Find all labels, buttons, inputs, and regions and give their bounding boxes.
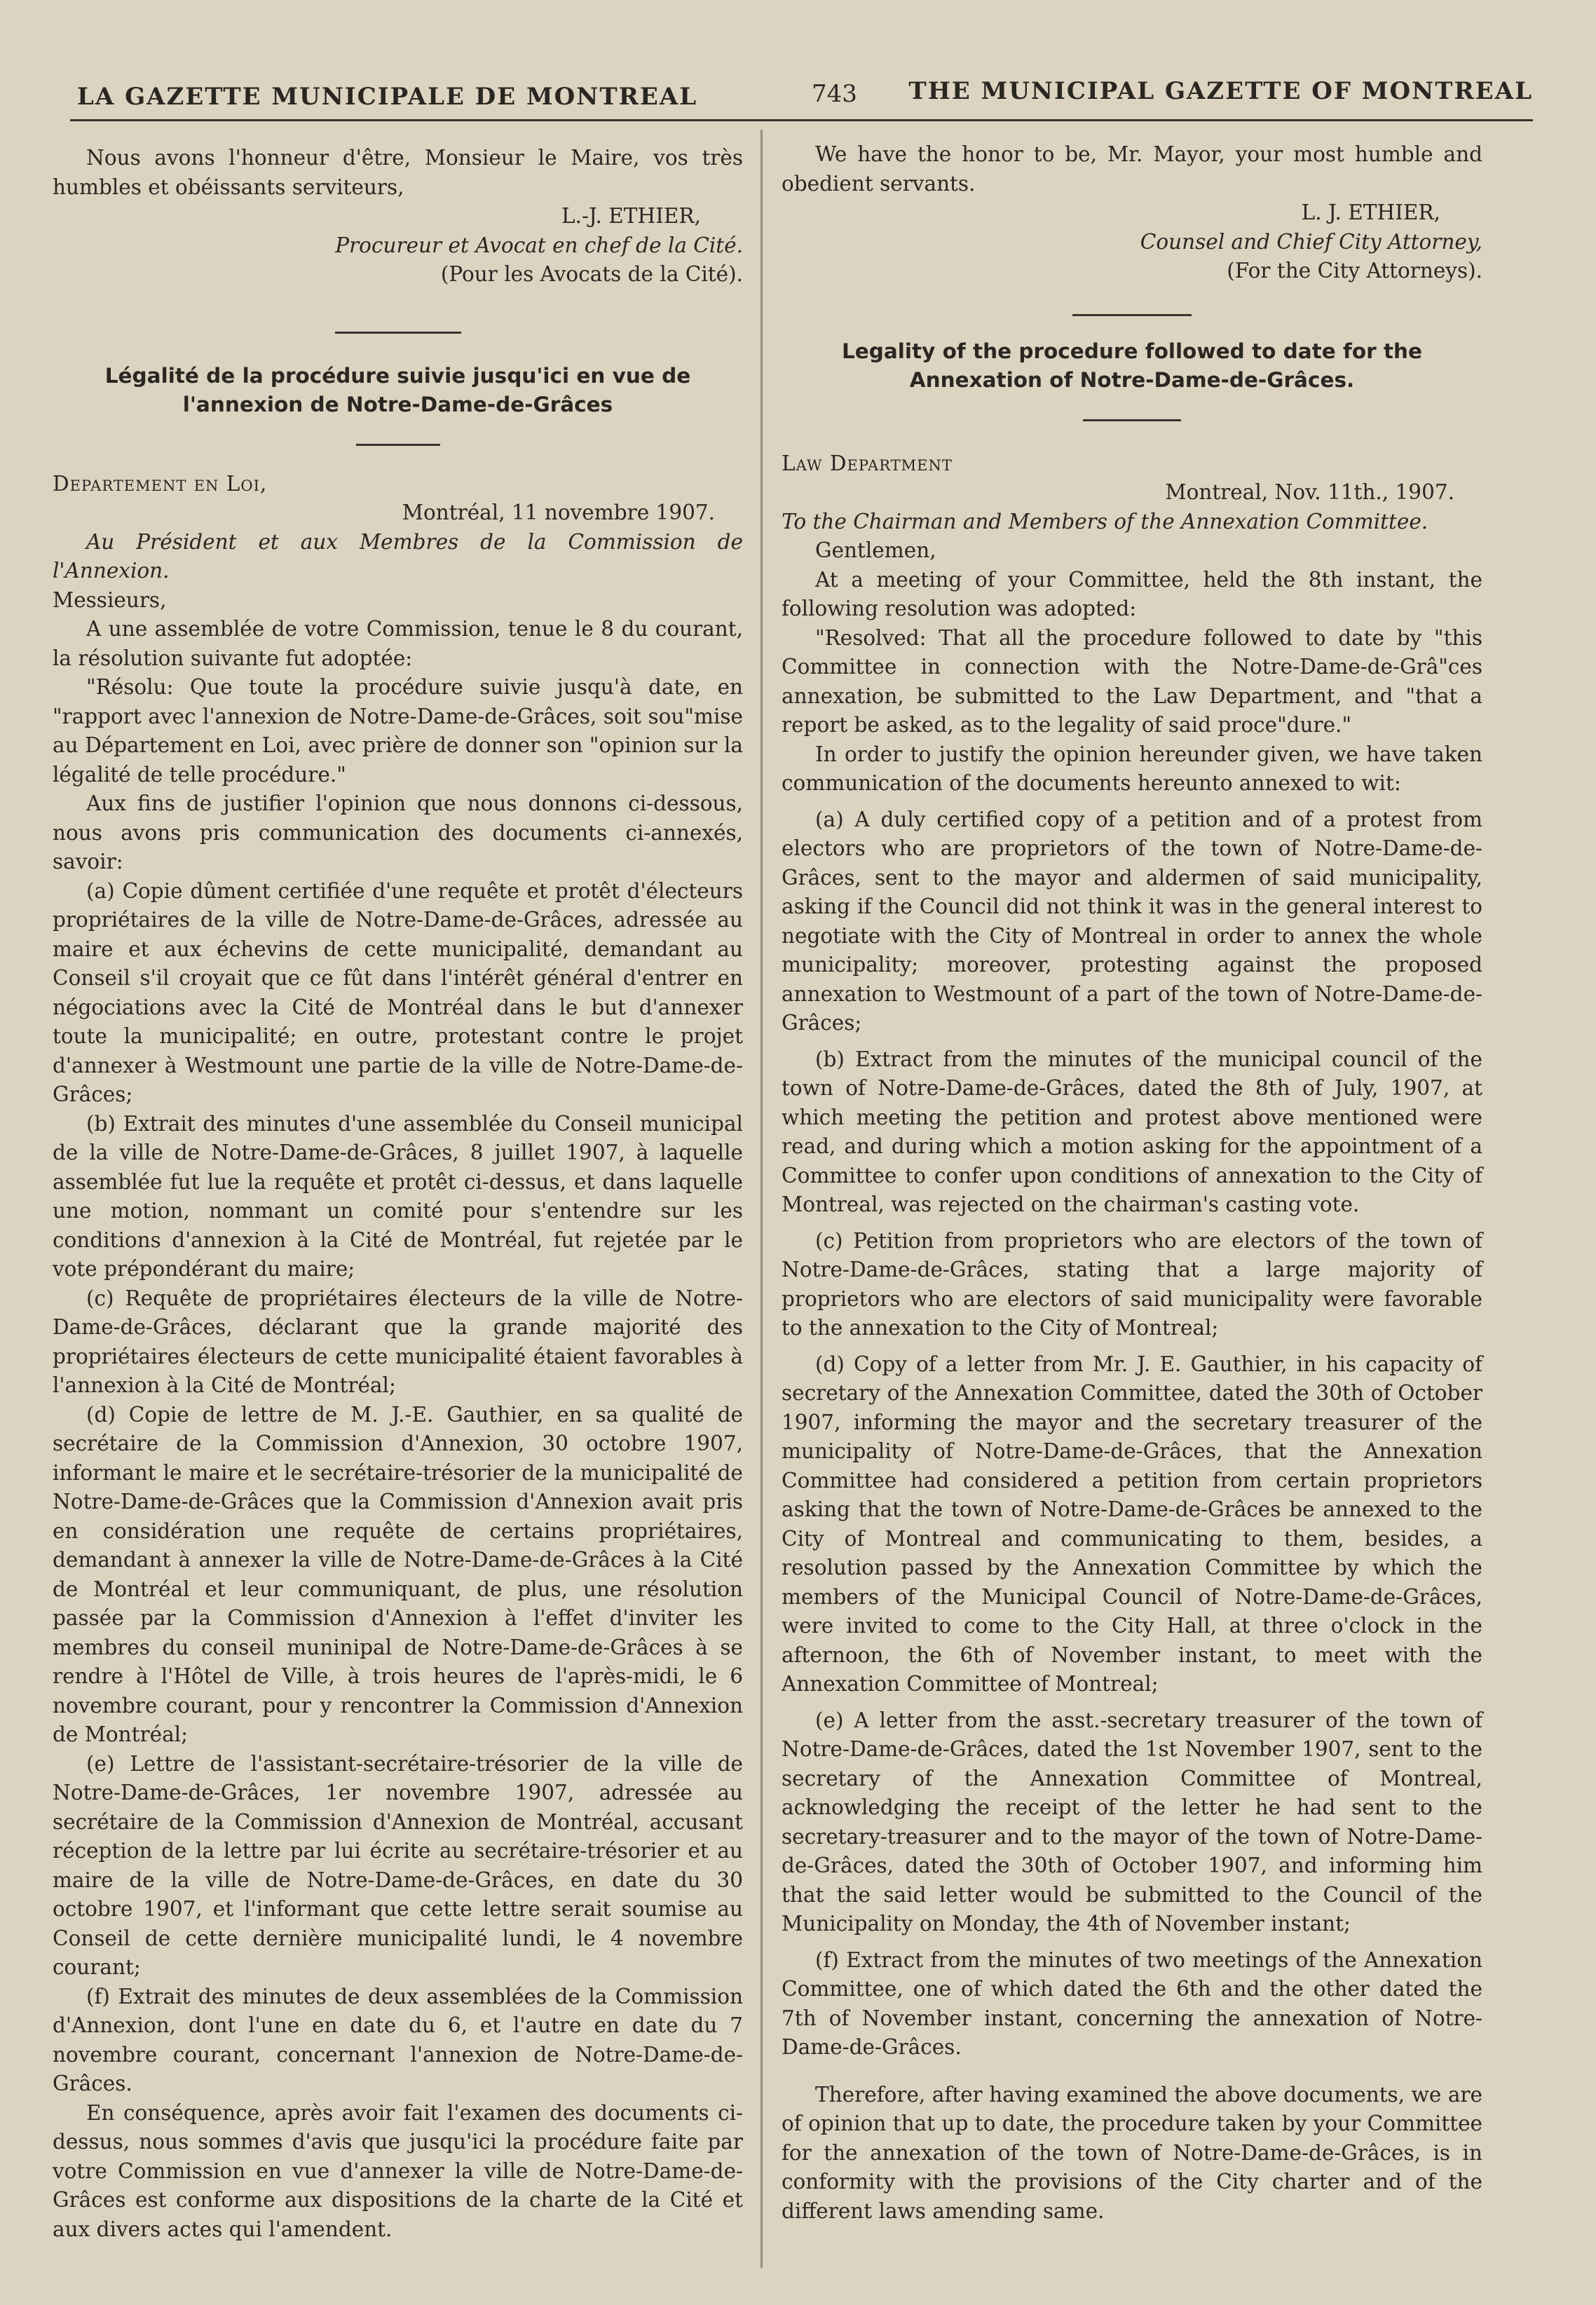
page-number: 743 <box>812 80 857 108</box>
fr-addressee: Au Président et aux Membres de la Commission de l'Annexion. <box>53 529 743 583</box>
en-signatory-note: (For the City Attorneys). <box>1227 259 1482 283</box>
en-closing: We have the honor to be, Mr. Mayor, your most humble and obedient servants. <box>782 142 1482 196</box>
fr-item-b: (b) Extrait des minutes d'une assemblée du Conseil municipal de la ville de Notre-Dame-de-Grâces, 8 juillet 1907, à laquelle assemblée fut lue la requête et protêt ci-dessus, et dans laquelle une motion, nommant un comité pour s'entendre sur les conditions d'annexion à la Cité de Montréal, fut rejetée par le vote prépondérant du maire; <box>53 1111 743 1281</box>
header-right-title: THE MUNICIPAL GAZETTE OF MONTREAL <box>908 77 1533 105</box>
column-divider <box>761 130 763 2268</box>
header-left-title: LA GAZETTE MUNICIPALE DE MONTREAL <box>77 83 698 111</box>
fr-title-rule <box>356 444 440 446</box>
fr-separator-rule <box>335 332 461 334</box>
en-signatory: L. J. ETHIER, <box>1301 200 1440 224</box>
fr-item-e: (e) Lettre de l'assistant-secrétaire-trésorier de la ville de Notre-Dame-de-Grâces, 1er novembre 1907, adressée au secrétaire de la Commission d'Annexion de Montréal, accusant réception de la lettre par lui écrite au secrétaire-trésorier et au maire de la ville de Notre-Dame-de-Grâces, en date du 30 octobre 1907, et l'informant que cette lettre serait soumise au Conseil de cette dernière municipalité lundi, le 4 novembre courant; <box>53 1751 743 1979</box>
en-item-f: (f) Extract from the minutes of two meetings of the Annexation Committee, one of which dated the 6th and the other dated the 7th of November instant, concerning the annexation of Notre-Dame-de-Grâces. <box>782 1947 1482 2059</box>
en-signatory-title: Counsel and Chief City Attorney, <box>1140 229 1482 254</box>
en-addressee: To the Chairman and Members of the Annexation Committee. <box>782 509 1428 533</box>
en-conclusion: Therefore, after having examined the above documents, we are of opinion that up to date, the procedure taken by your Committee for the annexation of the town of Notre-Dame-de-Grâces, is in conformity with the provisions of the City charter and of the different laws amending same. <box>782 2082 1482 2223</box>
fr-salutation: Messieurs, <box>53 587 167 612</box>
en-item-a: (a) A duly certified copy of a petition and of a protest from electors who are proprietors of the town of Notre-Dame-de-Grâces, sent to the mayor and aldermen of said municipality, asking if the Council did not think it was in the general interest to negotiate with the City of Montreal in order to annex the whole municipality; moreover, protesting against the proposed annexation to Westmount of a part of the town of Notre-Dame-de-Grâces; <box>782 807 1482 1035</box>
fr-item-f: (f) Extrait des minutes de deux assemblées de la Commission d'Annexion, dont l'une en date du 6, et l'autre en date du 7 novembre courant, concernant l'annexion de Notre-Dame-de-Grâces. <box>53 1984 743 2095</box>
en-title-rule <box>1083 419 1181 421</box>
en-item-e: (e) A letter from the asst.-secretary treasurer of the town of Notre-Dame-de-Grâces, dated the 1st November 1907, sent to the secretary of the Annexation Committee of Montreal, acknowledging the receipt of the letter he had sent to the secretary-treasurer and to the mayor of the town of Notre-Dame-de-Grâces, dated the 30th of October 1907, and informing him that the said letter would be submitted to the Council of the Municipality on Monday, the 4th of November instant; <box>782 1708 1482 1936</box>
fr-signatory: L.-J. ETHIER, <box>561 204 701 228</box>
fr-article-title: Légalité de la procédure suivie jusqu'ici en vue de l'annexion de Notre-Dame-de-Grâces <box>104 363 691 416</box>
fr-paragraph-1: A une assemblée de votre Commission, tenue le 8 du courant, la résolution suivante fut adoptée: <box>53 617 743 670</box>
running-head <box>70 70 1533 121</box>
en-department: Law Department <box>782 451 953 475</box>
en-item-c: (c) Petition from proprietors who are electors of the town of Notre-Dame-de-Grâces, stating that a large majority of proprietors who are electors of said municipality were favorable to the annexation to the City of Montreal; <box>782 1228 1482 1340</box>
en-paragraph-1: At a meeting of your Committee, held the 8th instant, the following resolution was adopted: <box>782 567 1482 620</box>
en-article-title: Legality of the procedure followed to date for the Annexation of Notre-Dame-de-Grâces. <box>841 339 1423 392</box>
en-resolution: "Resolved: That all the procedure followed to date by "this Committee in connection with the Notre-Dame-de-Grâ"ces annexation, be submitted to the Law Department, and "that a report be asked, as to the legality of said proce"dure." <box>782 625 1482 737</box>
fr-signatory-title: Procureur et Avocat en chef de la Cité. <box>335 233 743 257</box>
fr-item-a: (a) Copie dûment certifiée d'une requête et protêt d'électeurs propriétaires de la ville de Notre-Dame-de-Grâces, adressée au maire et aux échevins de cette municipalité, demandant au Conseil s'il croyait que ce fût dans l'intérêt général d'entrer en négociations avec la Cité de Montréal dans le but d'annexer toute la municipalité; en outre, protestant contre le projet d'annexer à Westmount une partie de la ville de Notre-Dame-de-Grâces; <box>53 878 743 1106</box>
en-paragraph-3: In order to justify the opinion hereunder given, we have taken communication of the documents hereunto annexed to wit: <box>782 742 1482 795</box>
fr-item-d: (d) Copie de lettre de M. J.-E. Gauthier, en sa qualité de secrétaire de la Commission d'Annexion, 30 octobre 1907, informant le maire et le secrétaire-trésorier de la municipalité de Notre-Dame-de-Grâces que la Commission d'Annexion avait pris en considération une requête de certains propriétaires, demandant à annexer la ville de Notre-Dame-de-Grâces à la Cité de Montréal et leur communiquant, de plus, une résolution passée par la Commission d'Annexion à l'effet d'inviter les membres du conseil muninipal de Notre-Dame-de-Grâces à se rendre à l'Hôtel de Ville, à trois heures de l'après-midi, le 6 novembre courant, pour y rencontrer la Commission d'Annexion de Montréal; <box>53 1402 743 1746</box>
fr-item-c: (c) Requête de propriétaires électeurs de la ville de Notre-Dame-de-Grâces, déclarant que la grande majorité des propriétaires électeurs de cette municipalité étaient favorables à l'annexion à la Cité de Montréal; <box>53 1286 743 1397</box>
en-item-b: (b) Extract from the minutes of the municipal council of the town of Notre-Dame-de-Grâces, dated the 8th of July, 1907, at which meeting the petition and protest above mentioned were read, and during which a motion asking for the appointment of a Committee to confer upon conditions of annexation to the City of Montreal, was rejected on the chairman's casting vote. <box>782 1047 1482 1216</box>
english-column <box>782 137 1482 2226</box>
fr-department: Departement en Loi, <box>53 471 268 496</box>
fr-signatory-note: (Pour les Avocats de la Cité). <box>440 262 743 286</box>
en-date: Montreal, Nov. 11th., 1907. <box>1165 480 1454 504</box>
fr-conclusion: En conséquence, après avoir fait l'examen des documents ci-dessus, nous sommes d'avis que jusqu'ici la procédure faite par votre Commission en vue d'annexer la ville de Notre-Dame-de-Grâces est conforme aux dispositions de la charte de la Cité et aux divers actes qui l'amendent. <box>53 2100 743 2241</box>
fr-resolution: "Résolu: Que toute la procédure suivie jusqu'à date, en "rapport avec l'annexion de Notre-Dame-de-Grâces, soit sou"mise au Département en Loi, avec prière de donner son "opinion sur la légalité de telle procédure." <box>53 675 743 787</box>
fr-closing: Nous avons l'honneur d'être, Monsieur le Maire, vos très humbles et obéissants serviteurs, <box>53 146 743 199</box>
en-separator-rule <box>1072 314 1192 316</box>
french-column <box>53 137 743 2244</box>
fr-paragraph-3: Aux fins de justifier l'opinion que nous donnons ci-dessous, nous avons pris communication des documents ci-annexés, savoir: <box>53 791 743 873</box>
fr-date: Montréal, 11 novembre 1907. <box>402 501 715 524</box>
en-item-d: (d) Copy of a letter from Mr. J. E. Gauthier, in his capacity of secretary of the Annexation Committee, dated the 30th of October 1907, informing the mayor and the secretary treasurer of the municipality of Notre-Dame-de-Grâces, that the Annexation Committee had considered a petition from certain proprietors asking that the town of Notre-Dame-de-Grâces be annexed to the City of Montreal and communicating to them, besides, a resolution passed by the Annexation Committee by which the members of the Municipal Council of Notre-Dame-de-Grâces, were invited to come to the City Hall, at three o'clock in the afternoon, the 6th of November instant, to meet with the Annexation Committee of Montreal; <box>782 1352 1482 1696</box>
en-salutation: Gentlemen, <box>815 538 936 562</box>
